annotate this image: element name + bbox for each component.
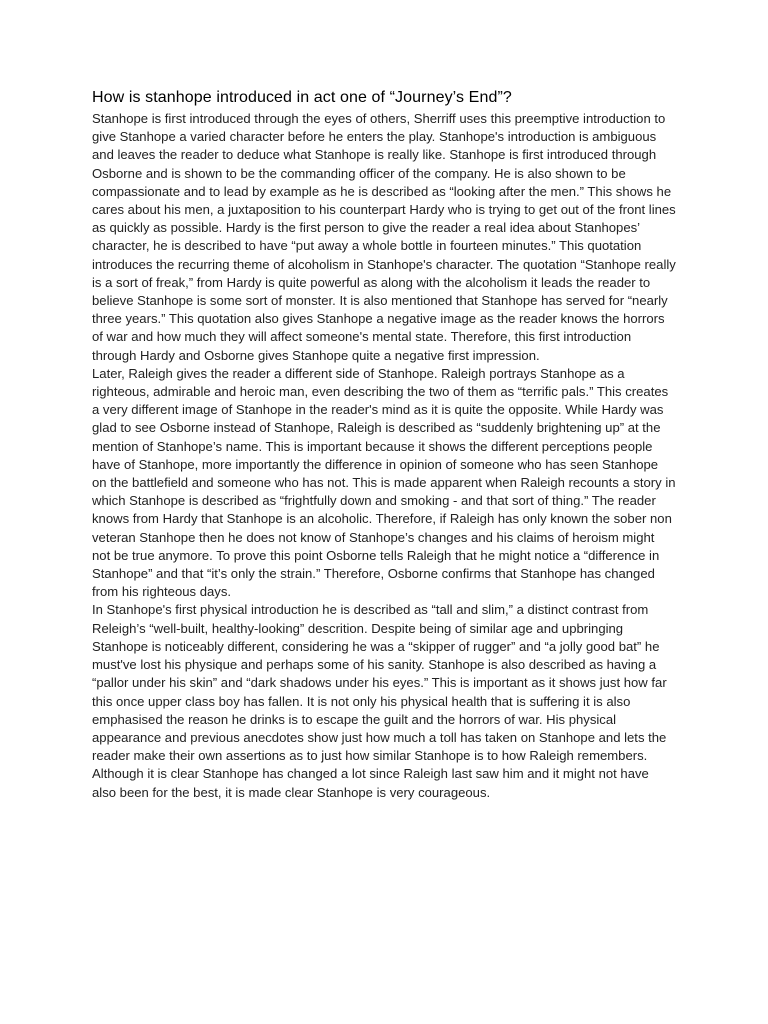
document-title: How is stanhope introduced in act one of “Journey’s End”?: [92, 89, 512, 106]
paragraph-physical-introduction: In Stanhope's first physical introduction he is described as “tall and slim,” a distinct contrast from Releigh’s “well-built, healthy-looking” descrition. Despite being of similar age and upbringing Stanhope is noticeably different, considering he was a “skipper of rugger” and “a jolly good bat” he must've lost his physique and perhaps some of his sanity. Stanhope is also described as having a “pallor under his skin” and “dark shadows under his eyes.” This is important as it shows just how far this once upper class boy has fallen. It is not only his physical health that is suffering it is also emphasised the reason he drinks is to escape the guilt and the horrors of war. His physical appearance and previous anecdotes show just how much a toll has taken on Stanhope and lets the reader make their own assertions as to just how similar Stanhope is to how Raleigh remembers.: [92, 602, 667, 764]
paragraph-raleigh-perspective: Later, Raleigh gives the reader a different side of Stanhope. Raleigh portrays Stanhope as a righteous, admirable and heroic man, even describing the two of them as “terrific pals.” This creates a very different image of Stanhope in the reader's mind as it is quite the opposite. While Hardy was glad to see Osborne instead of Stanhope, Raleigh is described as “suddenly brightening up” at the mention of Stanhope’s name. This is important because it shows the different perceptions people have of Stanhope, more importantly the difference in opinion of someone who has seen Stanhope on the battlefield and someone who has not. This is made apparent when Raleigh recounts a story in which Stanhope is described as “frightfully down and smoking - and that sort of thing.” The reader knows from Hardy that Stanhope is an alcoholic. Therefore, if Raleigh has only known the sober non veteran Stanhope then he does not know of Stanhope’s changes and his claims of heroism might not be true anymore. To prove this point Osborne tells Raleigh that he might notice a “difference in Stanhope” and that “it’s only the strain.” Therefore, Osborne confirms that Stanhope has changed from his righteous days.: [92, 365, 676, 600]
document-body: [92, 88, 676, 802]
paragraph-courage: Although it is clear Stanhope has changed a lot since Raleigh last saw him and it might not have also been for the best, it is made clear Stanhope is very courageous.: [92, 766, 649, 800]
paragraph-introduction: Stanhope is first introduced through the eyes of others, Sherriff uses this preemptive introduction to give Stanhope a varied character before he enters the play. Stanhope's introduction is ambiguous and leaves the reader to deduce what Stanhope is really like. Stanhope is first introduced through Osborne and is shown to be the commanding officer of the company. He is also shown to be compassionate and to lead by example as he is described as “looking after the men.” This shows he cares about his men, a juxtaposition to his counterpart Hardy who is trying to get out of the front lines as quickly as possible. Hardy is the first person to give the reader a real idea about Stanhopes’ character, he is described to have “put away a whole bottle in fourteen minutes.” This quotation introduces the recurring theme of alcoholism in Stanhope's character. The quotation “Stanhope really is a sort of freak,” from Hardy is quite powerful as along with the alcoholism it leads the reader to believe Stanhope is some sort of monster. It is also mentioned that Stanhope has served for “nearly three years.” This quotation also gives Stanhope a negative image as the reader knows the horrors of war and how much they will affect someone's mental state. Therefore, this first introduction through Hardy and Osborne gives Stanhope quite a negative first impression.: [92, 111, 676, 363]
